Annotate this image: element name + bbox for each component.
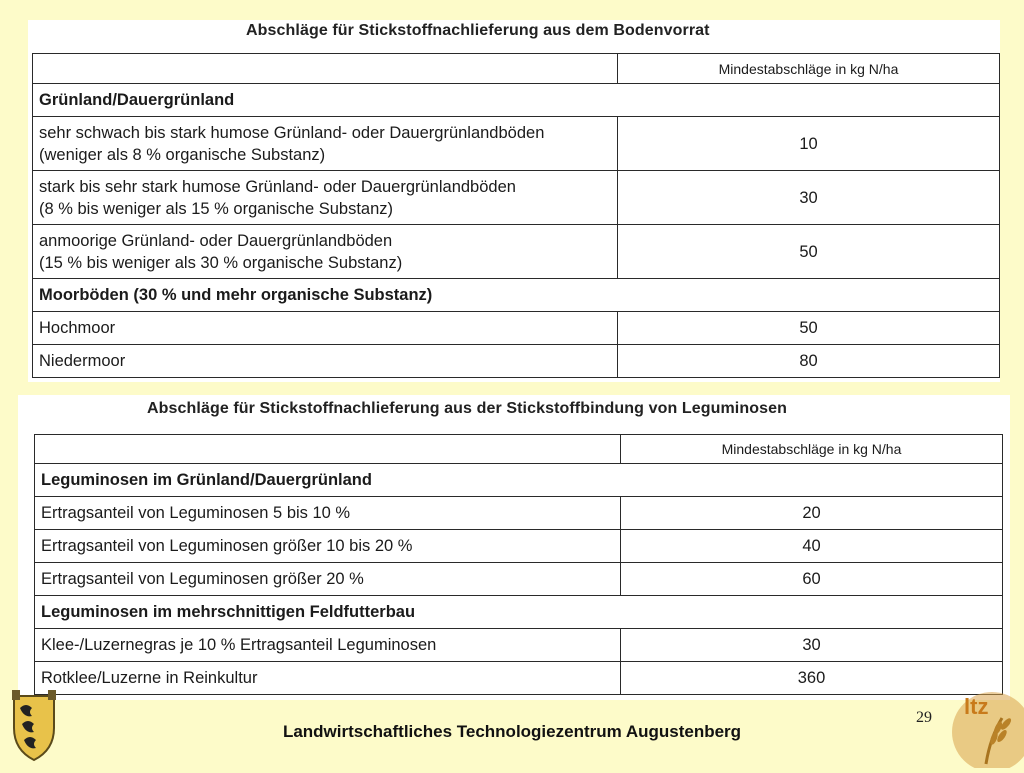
table-row bbox=[35, 662, 1003, 695]
table-row bbox=[33, 345, 1000, 378]
group-row bbox=[35, 596, 1003, 629]
row-value: 10 bbox=[618, 117, 1000, 171]
table-row bbox=[35, 530, 1003, 563]
table-panel-legumes bbox=[18, 395, 1010, 700]
table-panel-soil bbox=[28, 20, 1000, 382]
row-value: 60 bbox=[621, 563, 1003, 596]
row-value: 30 bbox=[621, 629, 1003, 662]
table-header-row bbox=[35, 435, 1003, 464]
row-value: 50 bbox=[618, 225, 1000, 279]
table-row bbox=[33, 171, 1000, 225]
header-value-cell: Mindestabschläge in kg N/ha bbox=[618, 54, 1000, 84]
coat-of-arms-logo bbox=[8, 688, 60, 762]
row-label: Klee-/Luzernegras je 10 % Ertragsanteil Leguminosen bbox=[35, 629, 621, 662]
table-row bbox=[35, 497, 1003, 530]
row-label: Niedermoor bbox=[33, 345, 618, 378]
row-value: 30 bbox=[618, 171, 1000, 225]
table-header-row bbox=[33, 54, 1000, 84]
row-label: Rotklee/Luzerne in Reinkultur bbox=[35, 662, 621, 695]
row-label: sehr schwach bis stark humose Grünland- oder Dauergrünlandböden (weniger als 8 % organische Substanz) bbox=[33, 117, 618, 171]
table-row bbox=[35, 629, 1003, 662]
group-row bbox=[35, 464, 1003, 497]
row-value: 360 bbox=[621, 662, 1003, 695]
page-number: 29 bbox=[916, 709, 932, 726]
group-label: Moorböden (30 % und mehr organische Substanz) bbox=[33, 279, 1000, 312]
row-value: 40 bbox=[621, 530, 1003, 563]
group-label: Leguminosen im Grünland/Dauergrünland bbox=[35, 464, 1003, 497]
table-row bbox=[35, 563, 1003, 596]
legume-nitrogen-table bbox=[34, 434, 1003, 695]
group-row bbox=[33, 84, 1000, 117]
group-row bbox=[33, 279, 1000, 312]
table-row bbox=[33, 225, 1000, 279]
table-title-legumes: Abschläge für Stickstoffnachlieferung aus der Stickstoffbindung von Leguminosen bbox=[147, 400, 787, 417]
group-label: Leguminosen im mehrschnittigen Feldfutterbau bbox=[35, 596, 1003, 629]
row-value: 80 bbox=[618, 345, 1000, 378]
ltz-logo-text: ltz bbox=[964, 694, 989, 719]
table-title-soil: Abschläge für Stickstoffnachlieferung aus dem Bodenvorrat bbox=[246, 22, 710, 39]
header-empty-cell bbox=[33, 54, 618, 84]
table-row bbox=[33, 117, 1000, 171]
row-value: 50 bbox=[618, 312, 1000, 345]
soil-nitrogen-table bbox=[32, 53, 1000, 378]
group-label: Grünland/Dauergrünland bbox=[33, 84, 1000, 117]
row-label: Ertragsanteil von Leguminosen größer 10 bis 20 % bbox=[35, 530, 621, 563]
ltz-logo bbox=[946, 688, 1024, 768]
row-label: Ertragsanteil von Leguminosen 5 bis 10 % bbox=[35, 497, 621, 530]
row-value: 20 bbox=[621, 497, 1003, 530]
header-value-cell: Mindestabschläge in kg N/ha bbox=[621, 435, 1003, 464]
row-label: stark bis sehr stark humose Grünland- oder Dauergrünlandböden (8 % bis weniger als 15 % organische Substanz) bbox=[33, 171, 618, 225]
header-empty-cell bbox=[35, 435, 621, 464]
row-label: Ertragsanteil von Leguminosen größer 20 % bbox=[35, 563, 621, 596]
footer-organization: Landwirtschaftliches Technologiezentrum Augustenberg bbox=[282, 722, 742, 741]
table-row bbox=[33, 312, 1000, 345]
row-label: anmoorige Grünland- oder Dauergrünlandböden (15 % bis weniger als 30 % organische Substanz) bbox=[33, 225, 618, 279]
row-label: Hochmoor bbox=[33, 312, 618, 345]
